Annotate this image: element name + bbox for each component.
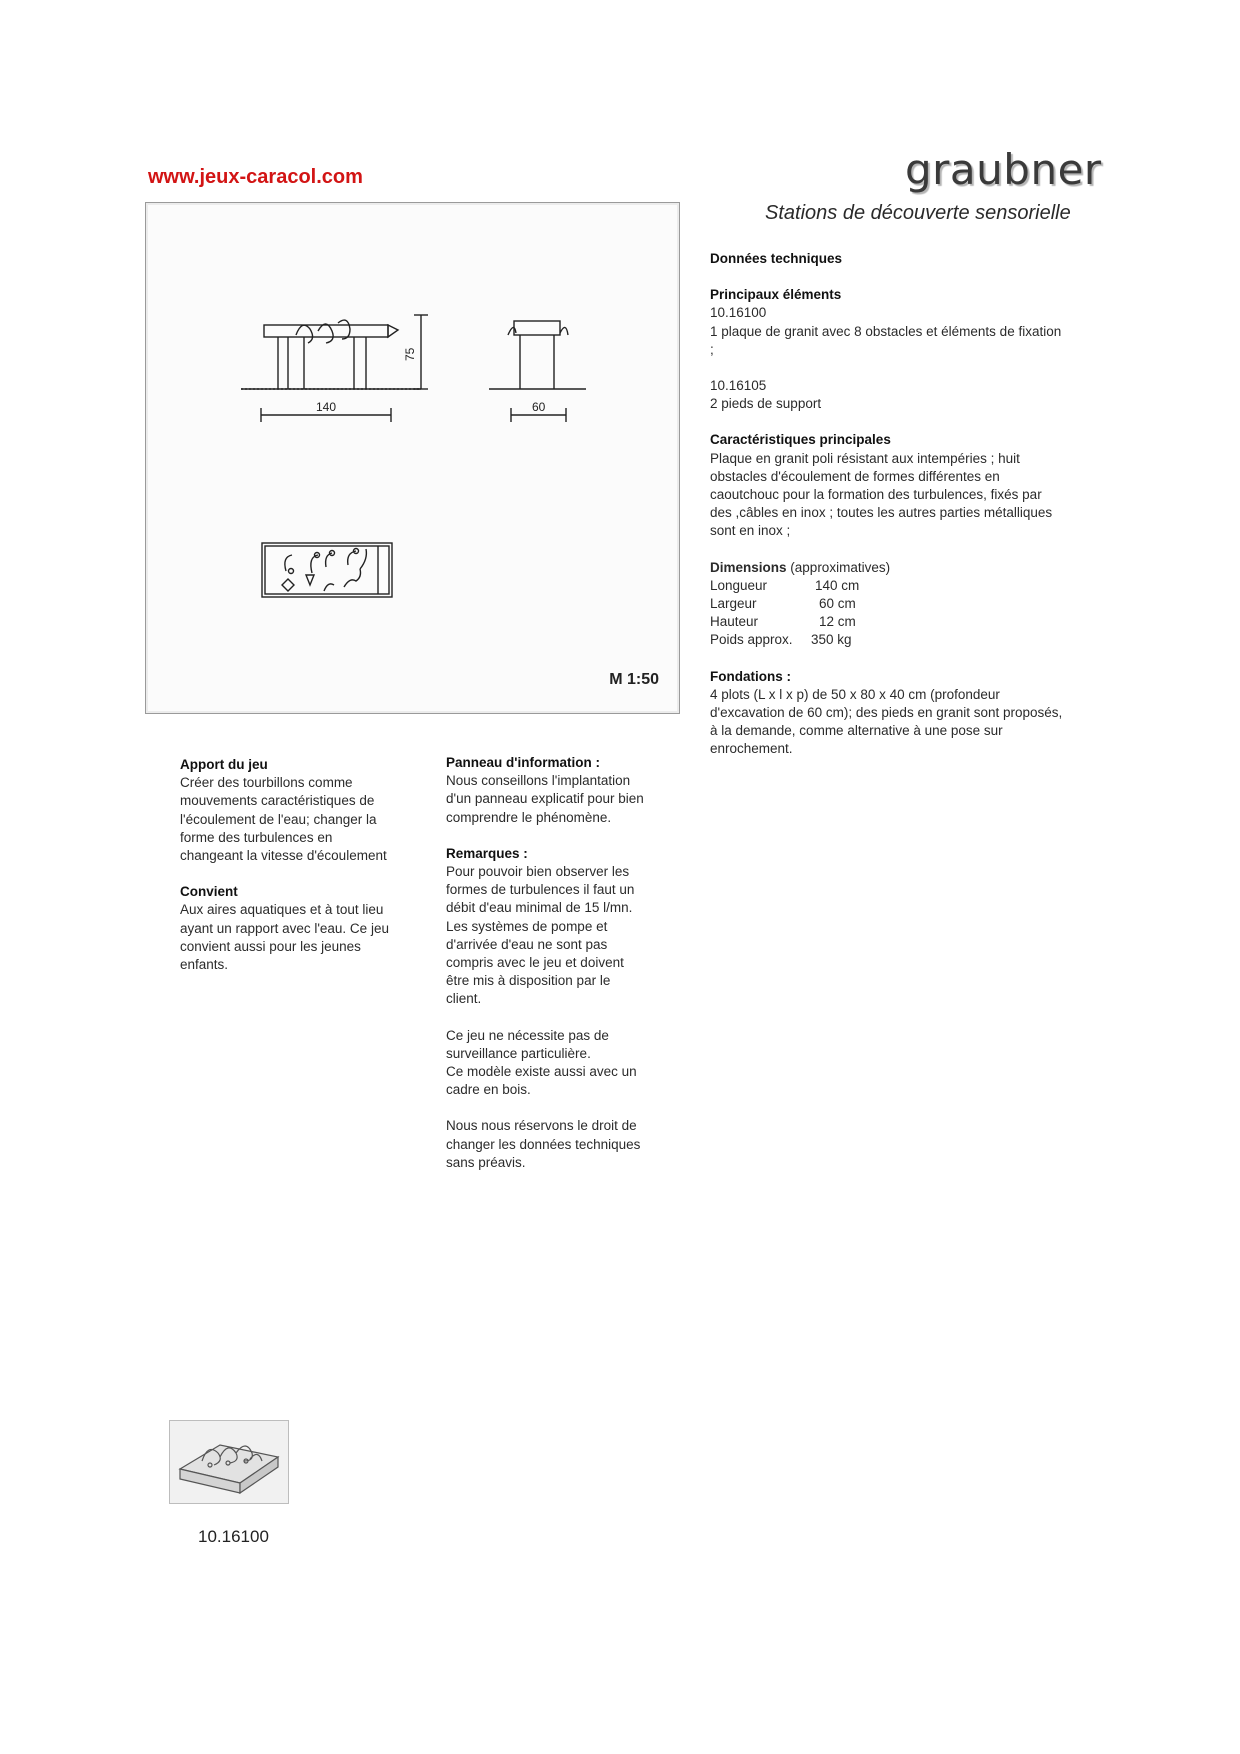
product-thumbnail (169, 1420, 289, 1504)
dim-height-label: 75 (403, 347, 417, 361)
dimension-row (710, 631, 1130, 649)
dimension-value: 350 kg (811, 632, 852, 648)
features-text: Plaque en granit poli résistant aux intempéries ; huit obstacles d'écoulement de formes différentes en caoutchouc pour la formation des turbulences, fixés par des ,câbles en inox ; toutes les autres parties métalliques sont en inox ; (710, 450, 1053, 539)
technical-drawing (145, 202, 680, 714)
dimension-label: Longueur (710, 577, 768, 593)
features-heading: Caractéristiques principales (710, 432, 891, 448)
dimensions-heading-row (710, 559, 1130, 577)
dimension-row (710, 595, 1130, 613)
website-link[interactable]: www.jeux-caracol.com (148, 166, 363, 188)
dimension-value: 60 cm (819, 596, 856, 612)
elements-heading: Principaux éléments (710, 287, 842, 303)
dimensions-note: (approximatives) (790, 559, 891, 575)
apport-heading: Apport du jeu (180, 757, 268, 772)
elements-code-2: 10.16105 (710, 378, 767, 394)
foundation-heading: Fondations : (710, 668, 791, 684)
dimensions-heading: Dimensions (710, 559, 787, 575)
elements-code-1: 10.16100 (710, 305, 767, 321)
dimension-row (710, 577, 1130, 595)
remarques-heading: Remarques : (446, 845, 528, 861)
dimension-value: 140 cm (815, 577, 860, 593)
dimension-value: 12 cm (819, 614, 856, 630)
remarques-text-3: Nous nous réservons le droit de changer les données techniques sans préavis. (446, 1118, 641, 1170)
technical-title: Données techniques (710, 251, 843, 266)
top-view (262, 543, 392, 597)
apport-text: Créer des tourbillons comme mouvements caractéristiques de l'écoulement de l'eau; changer la forme des turbulences en changeant la vitesse d'écoulement (180, 775, 387, 864)
panneau-text: Nous conseillons l'implantation d'un panneau explicatif pour bien comprendre le phénomène. (446, 773, 644, 825)
panneau-heading: Panneau d'information : (446, 755, 600, 770)
technical-data (710, 250, 1130, 759)
dim-length-label: 140 (316, 400, 337, 414)
dimension-label: Hauteur (710, 614, 759, 630)
middle-column (446, 754, 686, 1172)
convient-heading: Convient (180, 884, 238, 900)
convient-text: Aux aires aquatiques et à tout lieu ayant un rapport avec l'eau. Ce jeu convient aussi pour les jeunes enfants. (180, 902, 389, 973)
dim-width-label: 60 (532, 400, 546, 414)
thumbnail-code: 10.16100 (198, 1527, 269, 1546)
dimension-label: Poids approx. (710, 632, 793, 648)
page-subtitle: Stations de découverte sensorielle (765, 202, 1071, 224)
elements-text-2: 2 pieds de support (710, 396, 822, 412)
foundation-text: 4 plots (L x l x p) de 50 x 80 x 40 cm (profondeur d'excavation de 60 cm); des pieds en granit sont proposés, à la demande, comme alternative à une pose sur enrochement. (710, 686, 1063, 757)
graubner-logo: graubner (905, 145, 1102, 194)
elements-text-1: 1 plaque de granit avec 8 obstacles et éléments de fixation ; (710, 323, 1062, 357)
remarques-text-1: Pour pouvoir bien observer les formes de turbulences il faut un débit d'eau minimal de 15 l/mn. Les systèmes de pompe et d'arrivée d'eau ne sont pas compris avec le jeu et doivent être mis à disposition par le client. (446, 864, 635, 1007)
dimension-row (710, 613, 1130, 631)
drawing-svg (146, 203, 679, 713)
scale-label: M 1:50 (609, 671, 659, 688)
remarques-text-2: Ce jeu ne nécessite pas de surveillance particulière. Ce modèle existe aussi avec un cadre en bois. (446, 1027, 637, 1098)
dimension-label: Largeur (710, 596, 757, 612)
product-thumbnail-image (170, 1421, 288, 1503)
left-column (180, 756, 420, 974)
